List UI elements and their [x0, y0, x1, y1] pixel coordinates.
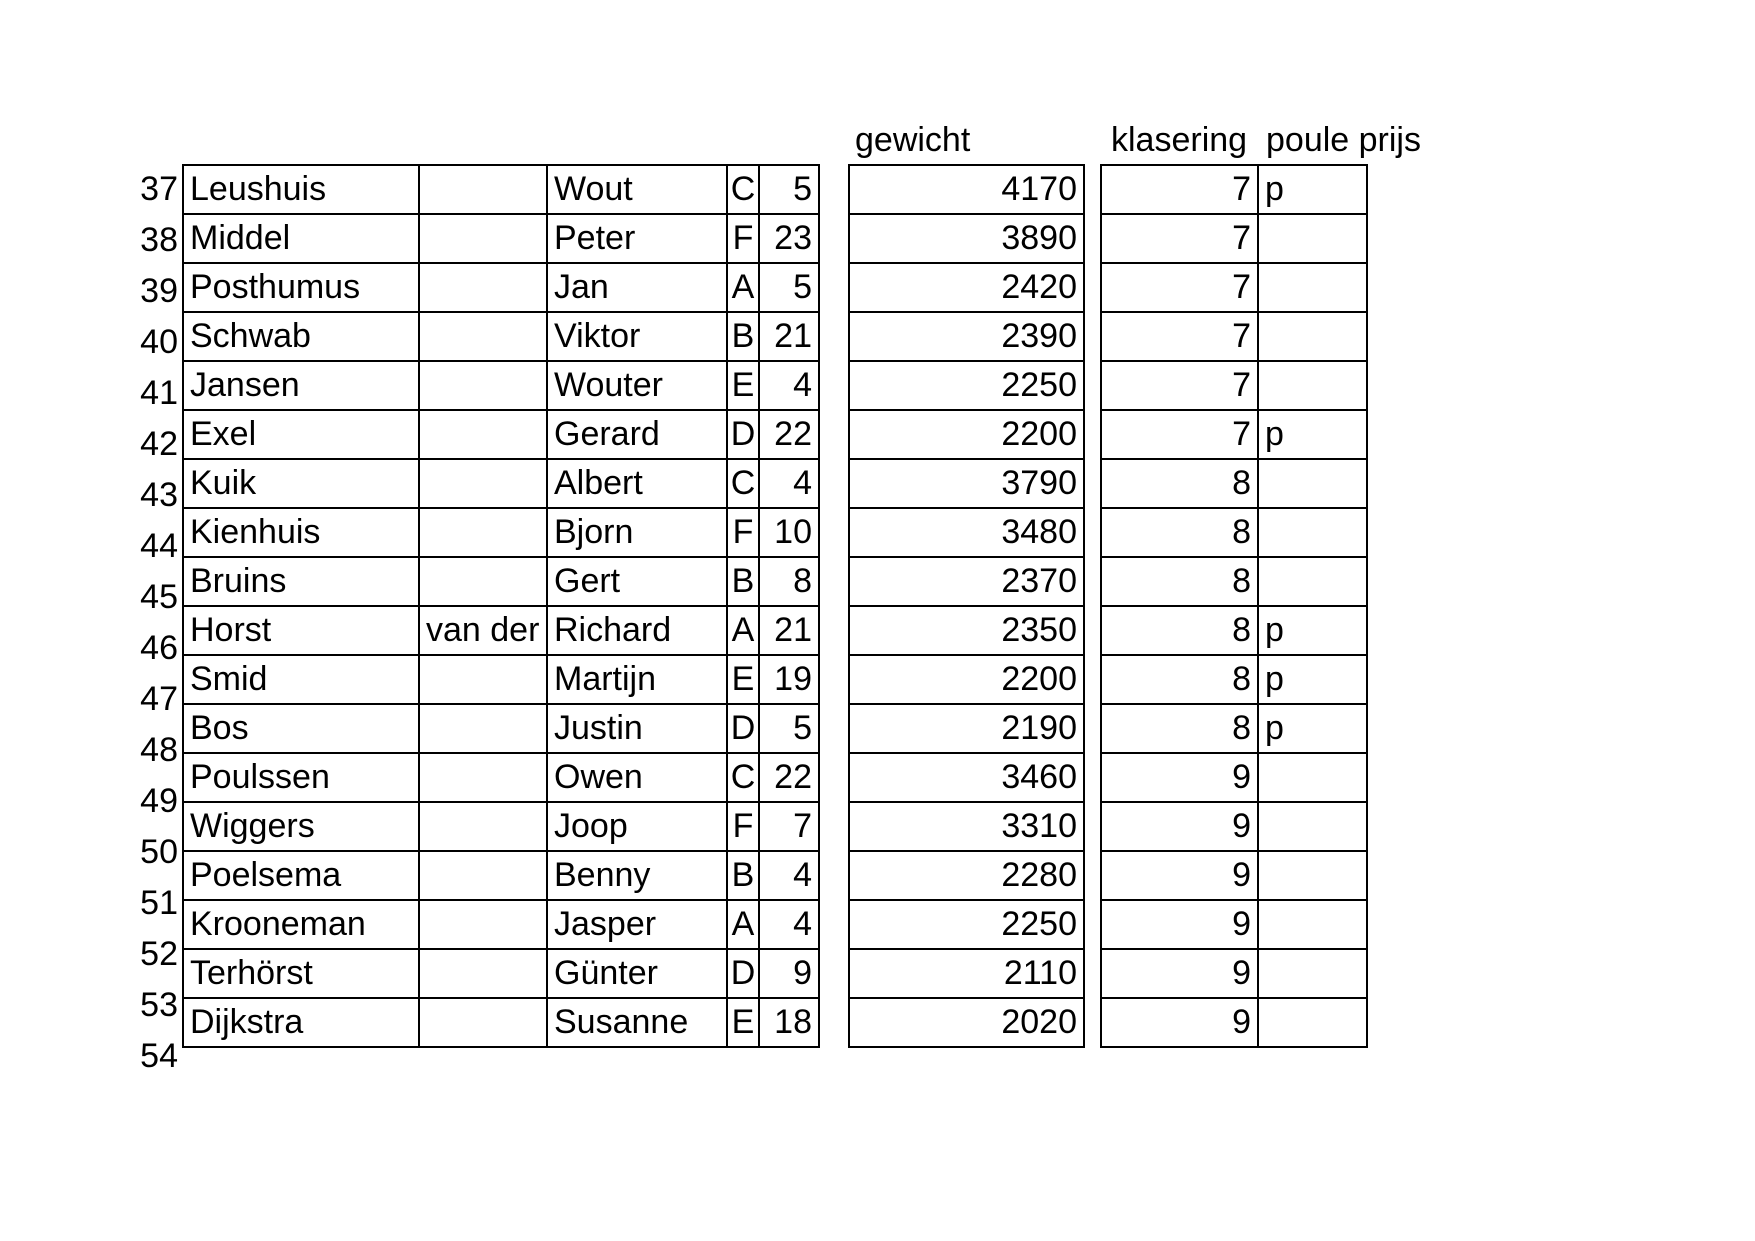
gewicht-cell: 3890: [849, 214, 1084, 263]
tussenvoegsel-cell: [419, 704, 547, 753]
gewicht-cell: 2200: [849, 655, 1084, 704]
poule-prijs-cell: [1258, 557, 1367, 606]
plaats-cell: 5: [759, 263, 819, 312]
table-row: [183, 312, 819, 361]
row-number: 44: [140, 527, 178, 565]
table-row: [1101, 949, 1367, 998]
achternaam-cell: Kienhuis: [183, 508, 419, 557]
achternaam-cell: Wiggers: [183, 802, 419, 851]
voornaam-cell: Viktor: [547, 312, 727, 361]
poule-cell: D: [727, 949, 759, 998]
header-klasering: klasering: [1111, 121, 1248, 159]
voornaam-cell: Richard: [547, 606, 727, 655]
table-row: [183, 949, 819, 998]
header-gewicht: gewicht: [855, 121, 971, 159]
voornaam-cell: Jan: [547, 263, 727, 312]
poule-cell: F: [727, 508, 759, 557]
klasering-cell: 8: [1101, 508, 1258, 557]
participants-table: [182, 164, 820, 1048]
achternaam-cell: Horst: [183, 606, 419, 655]
poule-cell: C: [727, 459, 759, 508]
klasering-cell: 8: [1101, 606, 1258, 655]
gewicht-cell: 2420: [849, 263, 1084, 312]
poule-cell: C: [727, 753, 759, 802]
plaats-cell: 4: [759, 851, 819, 900]
poule-cell: E: [727, 655, 759, 704]
klasering-cell: 7: [1101, 214, 1258, 263]
table-row: [183, 263, 819, 312]
poule-prijs-cell: [1258, 851, 1367, 900]
row-number: 41: [140, 374, 178, 412]
row-number: 50: [140, 833, 178, 871]
tussenvoegsel-cell: [419, 410, 547, 459]
voornaam-cell: Justin: [547, 704, 727, 753]
table-row: [1101, 459, 1367, 508]
table-row: [1101, 802, 1367, 851]
poule-cell: B: [727, 312, 759, 361]
tussenvoegsel-cell: [419, 508, 547, 557]
row-number: 39: [140, 272, 178, 310]
voornaam-cell: Joop: [547, 802, 727, 851]
tussenvoegsel-cell: [419, 655, 547, 704]
plaats-cell: 8: [759, 557, 819, 606]
klasering-cell: 9: [1101, 851, 1258, 900]
row-number: 49: [140, 782, 178, 820]
table-row: [849, 949, 1084, 998]
klasering-cell: 9: [1101, 900, 1258, 949]
klasering-cell: 7: [1101, 312, 1258, 361]
achternaam-cell: Smid: [183, 655, 419, 704]
table-row: [849, 508, 1084, 557]
poule-prijs-cell: [1258, 312, 1367, 361]
table-row: [183, 655, 819, 704]
klasering-cell: 9: [1101, 998, 1258, 1047]
gewicht-cell: 2370: [849, 557, 1084, 606]
voornaam-cell: Owen: [547, 753, 727, 802]
poule-prijs-cell: p: [1258, 606, 1367, 655]
ranking-table: [1100, 164, 1368, 1048]
row-number: 38: [140, 221, 178, 259]
achternaam-cell: Posthumus: [183, 263, 419, 312]
poule-cell: E: [727, 361, 759, 410]
tussenvoegsel-cell: [419, 459, 547, 508]
table-row: [1101, 900, 1367, 949]
table-row: [1101, 998, 1367, 1047]
table-row: [1101, 655, 1367, 704]
poule-prijs-cell: [1258, 949, 1367, 998]
table-row: [849, 998, 1084, 1047]
tussenvoegsel-cell: [419, 851, 547, 900]
poule-prijs-cell: [1258, 508, 1367, 557]
voornaam-cell: Günter: [547, 949, 727, 998]
table-row: [1101, 606, 1367, 655]
row-number: 40: [140, 323, 178, 361]
table-row: [1101, 214, 1367, 263]
poule-cell: A: [727, 263, 759, 312]
poule-prijs-cell: p: [1258, 410, 1367, 459]
poule-cell: A: [727, 900, 759, 949]
tussenvoegsel-cell: [419, 949, 547, 998]
achternaam-cell: Bos: [183, 704, 419, 753]
table-row: [849, 410, 1084, 459]
gewicht-cell: 2110: [849, 949, 1084, 998]
achternaam-cell: Exel: [183, 410, 419, 459]
plaats-cell: 23: [759, 214, 819, 263]
table-row: [183, 508, 819, 557]
klasering-cell: 8: [1101, 704, 1258, 753]
voornaam-cell: Benny: [547, 851, 727, 900]
poule-cell: F: [727, 214, 759, 263]
table-row: [183, 459, 819, 508]
tussenvoegsel-cell: [419, 165, 547, 214]
poule-cell: C: [727, 165, 759, 214]
tussenvoegsel-cell: [419, 312, 547, 361]
tussenvoegsel-cell: van der: [419, 606, 547, 655]
row-number: 43: [140, 476, 178, 514]
voornaam-cell: Wouter: [547, 361, 727, 410]
plaats-cell: 4: [759, 900, 819, 949]
gewicht-cell: 2350: [849, 606, 1084, 655]
gewicht-cell: 2190: [849, 704, 1084, 753]
poule-cell: D: [727, 704, 759, 753]
achternaam-cell: Bruins: [183, 557, 419, 606]
gewicht-cell: 3790: [849, 459, 1084, 508]
row-number: 45: [140, 578, 178, 616]
table-row: [849, 165, 1084, 214]
table-row: [183, 165, 819, 214]
row-number: 46: [140, 629, 178, 667]
table-row: [183, 214, 819, 263]
plaats-cell: 5: [759, 165, 819, 214]
table-row: [849, 214, 1084, 263]
gewicht-cell: 2280: [849, 851, 1084, 900]
plaats-cell: 4: [759, 459, 819, 508]
row-number: 53: [140, 986, 178, 1024]
tussenvoegsel-cell: [419, 900, 547, 949]
gewicht-cell: 3460: [849, 753, 1084, 802]
table-row: [849, 263, 1084, 312]
plaats-cell: 10: [759, 508, 819, 557]
poule-cell: B: [727, 851, 759, 900]
table-row: [849, 557, 1084, 606]
table-row: [1101, 851, 1367, 900]
klasering-cell: 7: [1101, 410, 1258, 459]
table-row: [1101, 361, 1367, 410]
table-row: [849, 802, 1084, 851]
table-row: [1101, 557, 1367, 606]
table-row: [849, 851, 1084, 900]
table-row: [183, 900, 819, 949]
klasering-cell: 9: [1101, 949, 1258, 998]
gewicht-cell: 2020: [849, 998, 1084, 1047]
poule-prijs-cell: [1258, 214, 1367, 263]
table-row: [1101, 410, 1367, 459]
voornaam-cell: Bjorn: [547, 508, 727, 557]
tussenvoegsel-cell: [419, 214, 547, 263]
voornaam-cell: Peter: [547, 214, 727, 263]
gewicht-cell: 2200: [849, 410, 1084, 459]
poule-prijs-cell: [1258, 998, 1367, 1047]
table-row: [1101, 753, 1367, 802]
row-number: 37: [140, 170, 178, 208]
weight-table: [848, 164, 1085, 1048]
table-row: [849, 459, 1084, 508]
tussenvoegsel-cell: [419, 263, 547, 312]
klasering-cell: 7: [1101, 263, 1258, 312]
klasering-cell: 8: [1101, 655, 1258, 704]
tussenvoegsel-cell: [419, 753, 547, 802]
achternaam-cell: Poulssen: [183, 753, 419, 802]
achternaam-cell: Jansen: [183, 361, 419, 410]
poule-prijs-cell: [1258, 263, 1367, 312]
plaats-cell: 22: [759, 753, 819, 802]
row-number: 47: [140, 680, 178, 718]
voornaam-cell: Gerard: [547, 410, 727, 459]
table-row: [1101, 312, 1367, 361]
voornaam-cell: Gert: [547, 557, 727, 606]
tussenvoegsel-cell: [419, 361, 547, 410]
table-row: [183, 704, 819, 753]
klasering-cell: 7: [1101, 165, 1258, 214]
achternaam-cell: Middel: [183, 214, 419, 263]
achternaam-cell: Leushuis: [183, 165, 419, 214]
tussenvoegsel-cell: [419, 802, 547, 851]
table-row: [183, 802, 819, 851]
voornaam-cell: Martijn: [547, 655, 727, 704]
gewicht-cell: 4170: [849, 165, 1084, 214]
achternaam-cell: Poelsema: [183, 851, 419, 900]
table-row: [849, 753, 1084, 802]
gewicht-cell: 2250: [849, 361, 1084, 410]
achternaam-cell: Dijkstra: [183, 998, 419, 1047]
table-row: [849, 900, 1084, 949]
table-row: [183, 998, 819, 1047]
poule-cell: A: [727, 606, 759, 655]
voornaam-cell: Susanne: [547, 998, 727, 1047]
klasering-cell: 9: [1101, 753, 1258, 802]
achternaam-cell: Krooneman: [183, 900, 419, 949]
poule-prijs-cell: p: [1258, 704, 1367, 753]
klasering-cell: 8: [1101, 557, 1258, 606]
achternaam-cell: Terhörst: [183, 949, 419, 998]
plaats-cell: 19: [759, 655, 819, 704]
table-row: [183, 753, 819, 802]
table-row: [849, 361, 1084, 410]
plaats-cell: 18: [759, 998, 819, 1047]
poule-prijs-cell: p: [1258, 165, 1367, 214]
voornaam-cell: Jasper: [547, 900, 727, 949]
table-row: [183, 557, 819, 606]
plaats-cell: 7: [759, 802, 819, 851]
gewicht-cell: 3310: [849, 802, 1084, 851]
table-row: [849, 312, 1084, 361]
tussenvoegsel-cell: [419, 998, 547, 1047]
table-row: [183, 361, 819, 410]
poule-prijs-cell: [1258, 459, 1367, 508]
voornaam-cell: Wout: [547, 165, 727, 214]
poule-cell: D: [727, 410, 759, 459]
tussenvoegsel-cell: [419, 557, 547, 606]
table-row: [849, 704, 1084, 753]
table-row: [849, 606, 1084, 655]
plaats-cell: 21: [759, 606, 819, 655]
gewicht-cell: 2390: [849, 312, 1084, 361]
table-row: [183, 606, 819, 655]
plaats-cell: 21: [759, 312, 819, 361]
plaats-cell: 22: [759, 410, 819, 459]
row-number: 52: [140, 935, 178, 973]
poule-prijs-cell: [1258, 802, 1367, 851]
achternaam-cell: Kuik: [183, 459, 419, 508]
row-number: 51: [140, 884, 178, 922]
achternaam-cell: Schwab: [183, 312, 419, 361]
poule-prijs-cell: [1258, 900, 1367, 949]
plaats-cell: 9: [759, 949, 819, 998]
plaats-cell: 5: [759, 704, 819, 753]
header-poule-prijs: poule prijs: [1266, 121, 1421, 159]
row-number: 42: [140, 425, 178, 463]
klasering-cell: 7: [1101, 361, 1258, 410]
table-row: [1101, 165, 1367, 214]
row-number: 48: [140, 731, 178, 769]
table-row: [1101, 263, 1367, 312]
gewicht-cell: 3480: [849, 508, 1084, 557]
table-row: [1101, 508, 1367, 557]
poule-prijs-cell: [1258, 361, 1367, 410]
gewicht-cell: 2250: [849, 900, 1084, 949]
plaats-cell: 4: [759, 361, 819, 410]
table-row: [183, 851, 819, 900]
poule-cell: E: [727, 998, 759, 1047]
table-row: [183, 410, 819, 459]
klasering-cell: 8: [1101, 459, 1258, 508]
row-number: 54: [140, 1037, 178, 1075]
table-row: [1101, 704, 1367, 753]
table-row: [849, 655, 1084, 704]
poule-cell: F: [727, 802, 759, 851]
poule-prijs-cell: p: [1258, 655, 1367, 704]
voornaam-cell: Albert: [547, 459, 727, 508]
klasering-cell: 9: [1101, 802, 1258, 851]
poule-cell: B: [727, 557, 759, 606]
poule-prijs-cell: [1258, 753, 1367, 802]
